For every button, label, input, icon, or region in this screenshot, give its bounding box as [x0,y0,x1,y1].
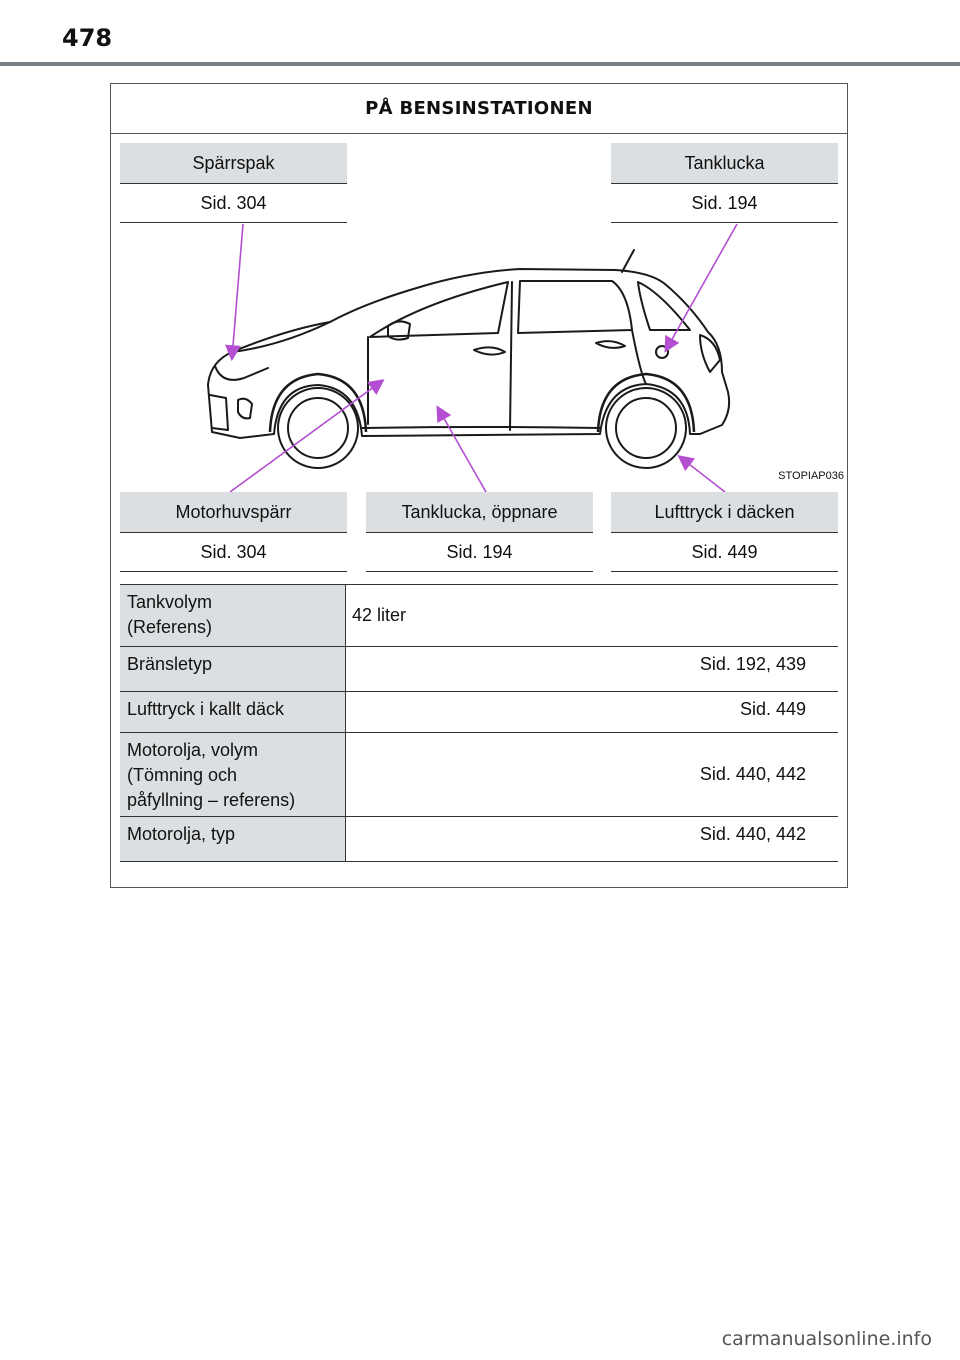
spec-row-lufttryck [120,692,838,733]
spec-value: Sid. 440, 442 [699,764,806,784]
spec-row-tankvolym [120,585,838,647]
callout-lufttryck [611,492,838,572]
spec-label-line: (Tömning och [127,765,238,785]
callout-sparrspak [120,143,347,223]
spec-label [120,692,346,732]
spec-row-motorolja-volym [120,733,838,817]
spec-value: 42 liter [352,605,407,625]
spec-value: Sid. 449 [739,699,806,719]
callout-tanklucka-oppnare-name: Tanklucka, öppnare [366,492,593,533]
callout-motorhuvsparr [120,492,347,572]
spec-label [120,817,346,861]
illustration-code: STOPIAP036 [778,470,844,482]
spec-label-line: Motorolja, volym [127,740,259,760]
spec-label-line: Bränsletyp [127,654,213,674]
callout-tanklucka-oppnare-page: Sid. 194 [366,533,593,572]
callout-tanklucka-page: Sid. 194 [611,184,838,223]
callout-sparrspak-name: Spärrspak [120,143,347,184]
callout-sparrspak-page: Sid. 304 [120,184,347,223]
spec-label-line: Tankvolym [127,592,213,612]
watermark: carmanualsonline.info [721,1328,932,1350]
callout-motorhuvsparr-page: Sid. 304 [120,533,347,572]
spec-label [120,647,346,691]
spec-value: Sid. 440, 442 [699,824,806,844]
callout-tanklucka-oppnare [366,492,593,572]
arrow-tanklucka-oppnare [438,408,486,492]
spec-value: Sid. 192, 439 [699,654,806,674]
spec-label [120,733,346,816]
callout-motorhuvsparr-name: Motorhuvspärr [120,492,347,533]
callout-lufttryck-page: Sid. 449 [611,533,838,572]
page-number: 478 [62,24,113,52]
spec-table [120,584,838,862]
section-title: PÅ BENSINSTATIONEN [365,98,593,119]
spec-label [120,585,346,646]
car-outline [208,250,729,438]
spec-row-motorolja-typ [120,817,838,862]
arrow-tanklucka [666,224,737,350]
spec-label-line: Motorolja, typ [127,824,236,844]
arrow-lufttryck [680,457,725,492]
callout-lufttryck-name: Lufttryck i däcken [611,492,838,533]
callout-tanklucka [611,143,838,223]
callout-tanklucka-name: Tanklucka [611,143,838,184]
spec-label-line: Lufttryck i kallt däck [127,699,285,719]
spec-label-line: påfyllning – referens) [127,790,296,810]
spec-label-line: (Referens) [127,617,213,637]
arrow-sparrspak [232,224,243,358]
spec-row-bransletyp [120,647,838,692]
